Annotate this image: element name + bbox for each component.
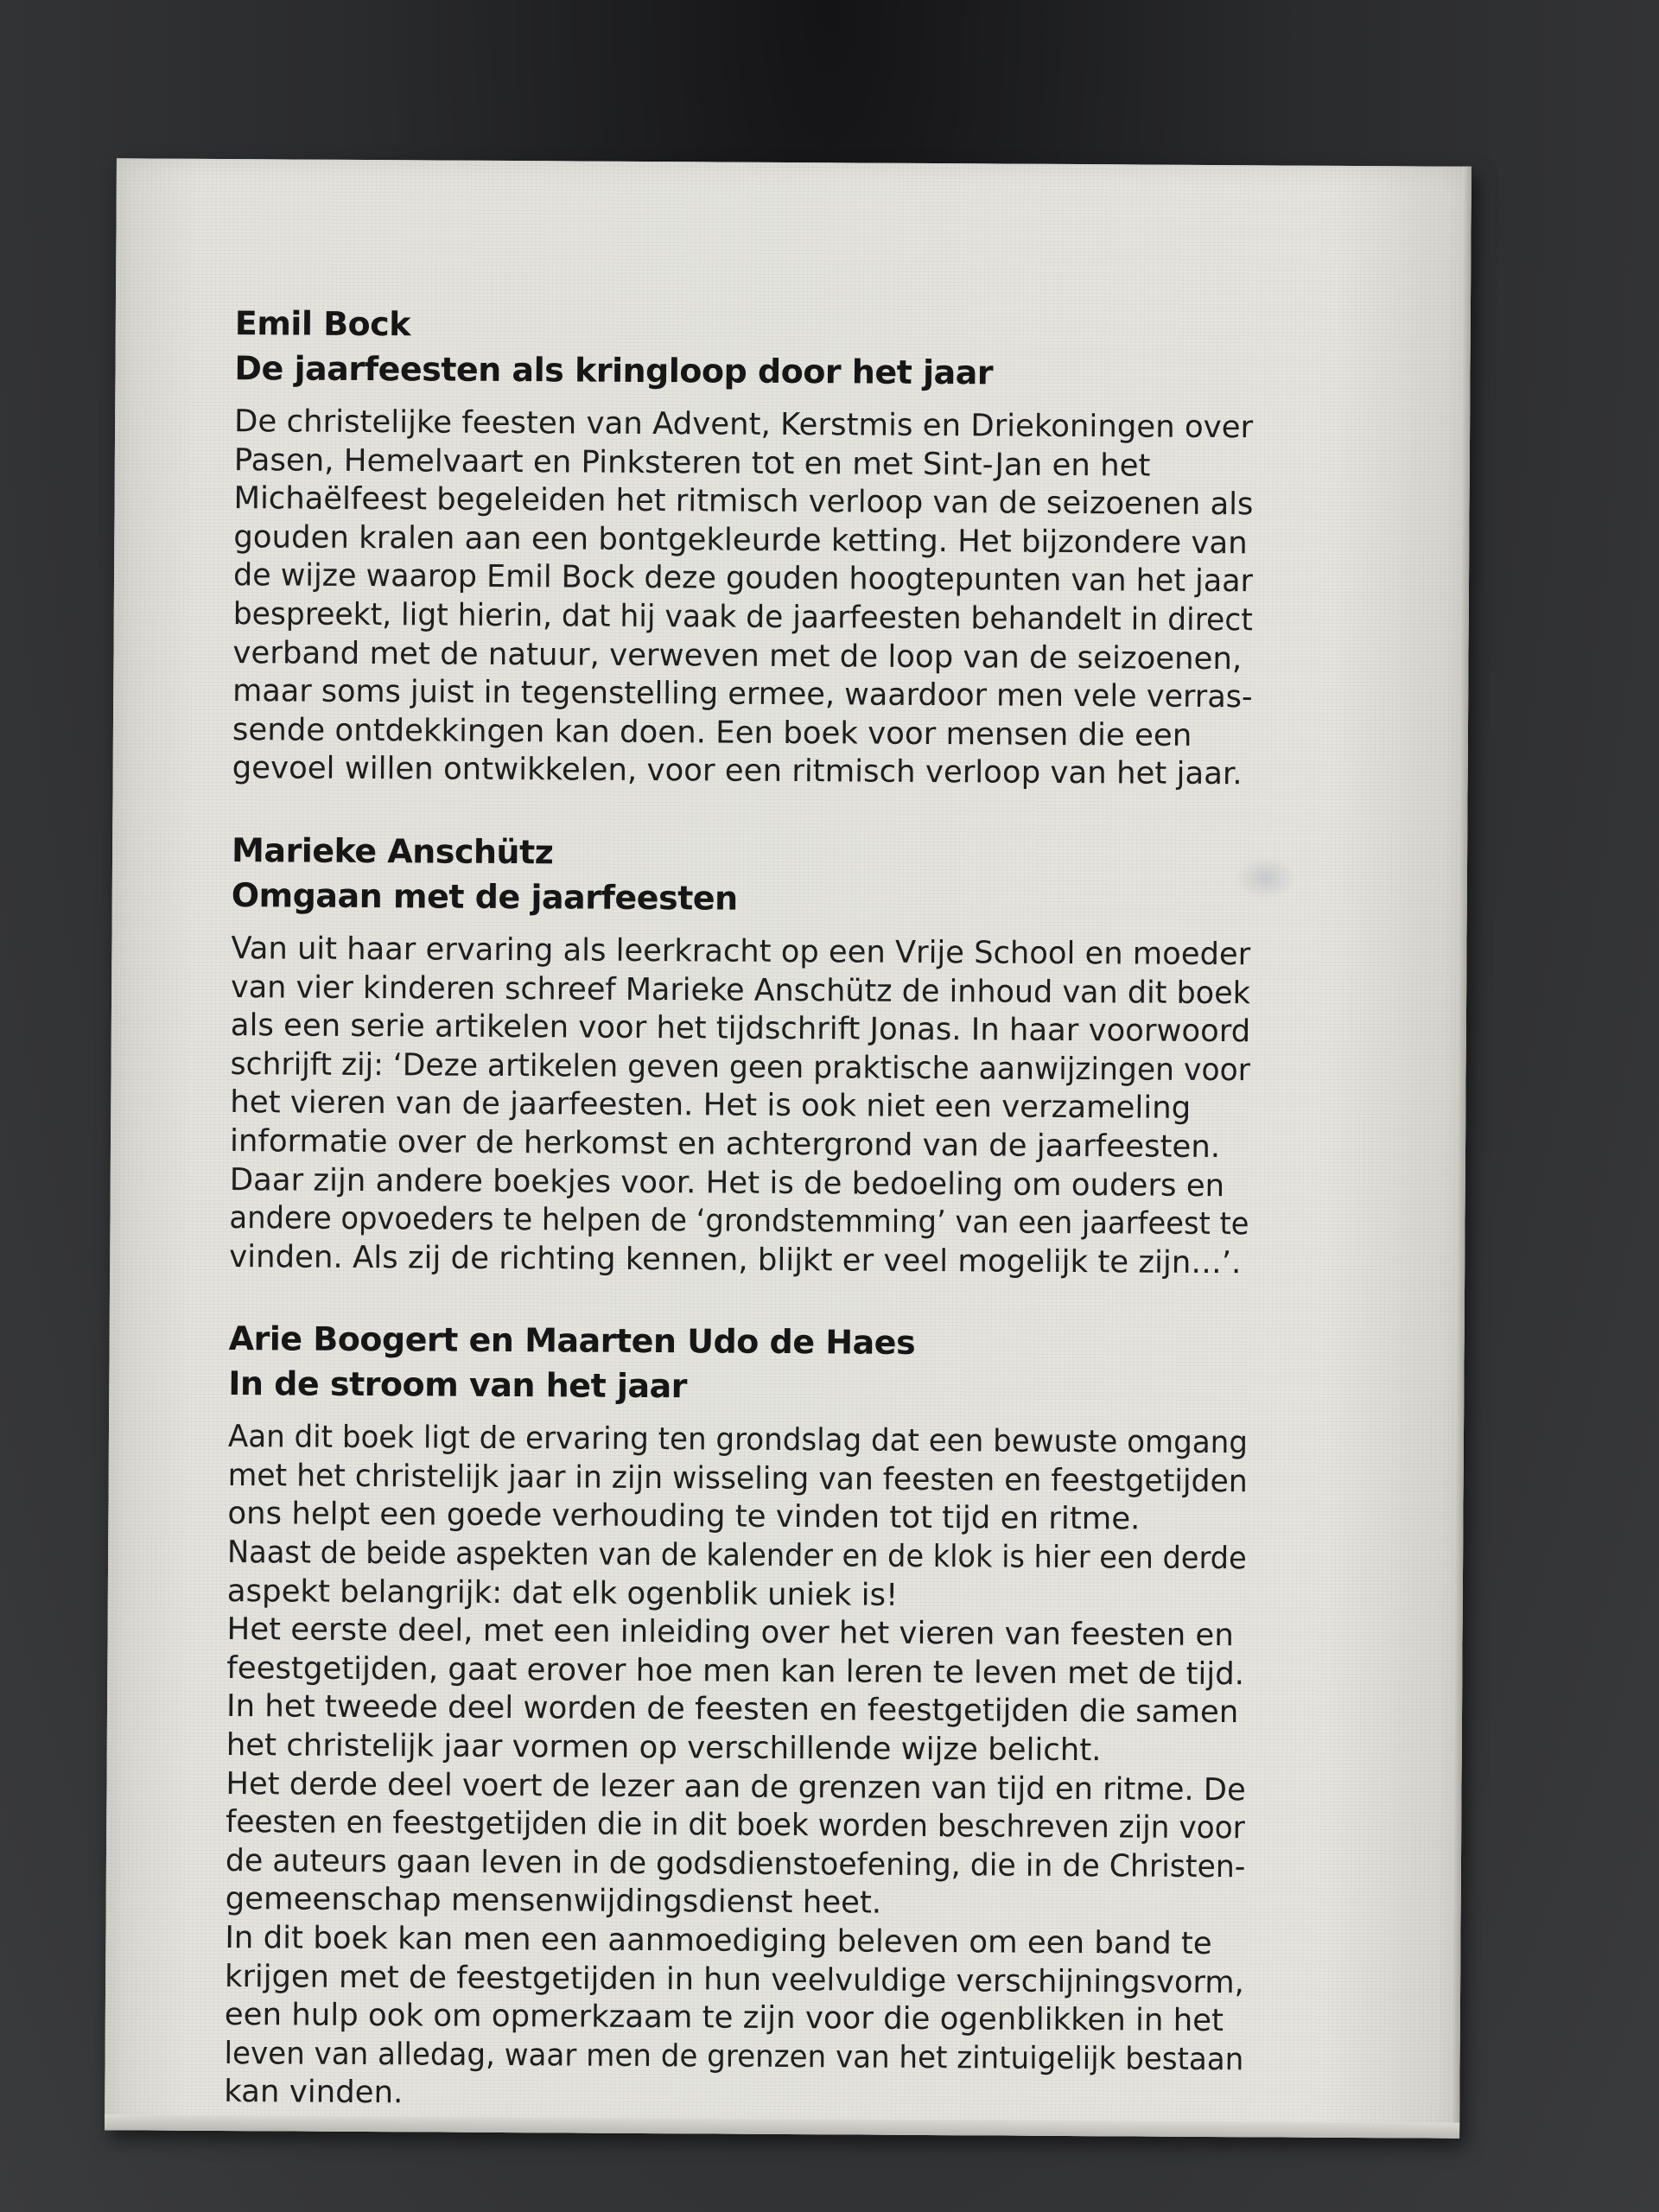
- book-back-cover: [105, 158, 1471, 2139]
- text-line: aspekt belangrijk: dat elk ogenblik uniek is!: [226, 1573, 899, 1613]
- book-description-anschutz: [229, 828, 1251, 1283]
- text-line: krijgen met de feestgetijden in hun veelvuldige verschijningsvorm,: [225, 1958, 1244, 2000]
- text-line: kan vinden.: [224, 2074, 404, 2111]
- text-line: bespreekt, ligt hierin, dat hij vaak de jaarfeesten behandelt in direct: [232, 596, 1253, 639]
- text-line: sende ontdekkingen kan doen. Een boek voor mensen die een: [232, 711, 1192, 753]
- text-line: gevoel willen ontwikkelen, voor een ritmisch verloop van het jaar.: [232, 750, 1243, 792]
- book-title: In de stroom van het jaar: [228, 1364, 688, 1406]
- text-line: informatie over de herkomst en achtergrond van de jaarfeesten.: [229, 1122, 1221, 1165]
- author-name: Arie Boogert en Maarten Udo de Haes: [228, 1319, 916, 1363]
- book-description-bock: [232, 301, 1255, 794]
- cover-text: [224, 301, 1255, 2118]
- text-line: leven van alledag, waar men de grenzen van het zintuigelijk bestaan: [224, 2035, 1244, 2078]
- description-text: [232, 403, 1255, 794]
- text-line: verband met de natuur, verweven met de loop van de seizoenen,: [232, 634, 1243, 677]
- author-name: Marieke Anschütz: [231, 830, 554, 872]
- text-line: ons helpt een goede verhouding te vinden tot tijd en ritme.: [227, 1496, 1141, 1537]
- text-line: gouden kralen aan een bontgekleurde ketting. Het bijzondere van: [233, 518, 1248, 562]
- description-text: [229, 930, 1250, 1283]
- text-line: feesten en feestgetijden die in dit boek worden beschreven zijn voor: [226, 1804, 1245, 1847]
- text-line: In dit boek kan men een aanmoediging beleven om een band te: [225, 1920, 1212, 1962]
- text-line: De christelijke feesten van Advent, Kerstmis en Driekoningen over: [234, 404, 1254, 446]
- text-line: het vieren van de jaarfeesten. Het is ook niet een verzameling: [230, 1084, 1192, 1127]
- text-line: de auteurs gaan leven in de godsdienstoefening, die in de Christen-: [225, 1842, 1246, 1885]
- text-line: Daar zijn andere boekjes voor. Het is de bedoeling om ouders en: [229, 1161, 1225, 1204]
- text-line: maar soms juist in tegenstelling ermee, waardoor men vele verras-: [232, 673, 1253, 715]
- text-line: feestgetijden, gaat erover hoe men kan leren te leven met de tijd.: [226, 1649, 1245, 1693]
- text-line: schrijft zij: ‘Deze artikelen geven geen praktische aanwijzingen voor: [230, 1046, 1251, 1088]
- text-line: Het derde deel voert de lezer aan de grenzen van tijd en ritme. De: [226, 1765, 1246, 1808]
- book-description-boogert-udo-de-haes: [224, 1316, 1249, 2118]
- text-line: de wijze waarop Emil Bock deze gouden hoogtepunten van het jaar: [232, 557, 1254, 600]
- text-line: gemeenschap mensenwijdingsdienst heet.: [225, 1881, 882, 1922]
- text-line: het christelijk jaar vormen op verschillende wijze belicht.: [226, 1727, 1102, 1769]
- text-line: Pasen, Hemelvaart en Pinksteren tot en met Sint-Jan en het: [233, 442, 1151, 484]
- text-line: In het tweede deel worden de feesten en feestgetijden die samen: [226, 1688, 1239, 1731]
- description-text: [224, 1418, 1248, 2118]
- text-line: van vier kinderen schreef Marieke Anschütz de inhoud van dit boek: [231, 969, 1251, 1011]
- text-line: vinden. Als zij de richting kennen, blijkt er veel mogelijk te zijn…’.: [229, 1238, 1242, 1281]
- book-title: De jaarfeesten als kringloop door het jaar: [234, 349, 994, 392]
- text-line: Van uit haar ervaring als leerkracht op een Vrije School en moeder: [231, 930, 1251, 973]
- author-name: Emil Bock: [234, 304, 411, 344]
- text-line: Het eerste deel, met een inleiding over het vieren van feesten en: [226, 1611, 1234, 1654]
- text-line: Aan dit boek ligt de ervaring ten grondslag dat een bewuste omgang: [227, 1419, 1249, 1461]
- book-title: Omgaan met de jaarfeesten: [231, 875, 738, 918]
- text-line: met het christelijk jaar in zijn wisseling van feesten en feestgetijden: [227, 1457, 1248, 1500]
- text-line: andere opvoeders te helpen de ‘grondstemming’ van een jaarfeest te: [229, 1200, 1249, 1243]
- text-line: een hulp ook om opmerkzaam te zijn voor die ogenblikken in het: [224, 1997, 1224, 2039]
- text-line: als een serie artikelen voor het tijdschrift Jonas. In haar voorwoord: [230, 1007, 1251, 1050]
- text-line: Naast de beide aspekten van de kalender en de klok is hier een derde: [227, 1535, 1247, 1577]
- text-line: Michaëlfeest begeleiden het ritmisch verloop van de seizoenen als: [233, 480, 1254, 523]
